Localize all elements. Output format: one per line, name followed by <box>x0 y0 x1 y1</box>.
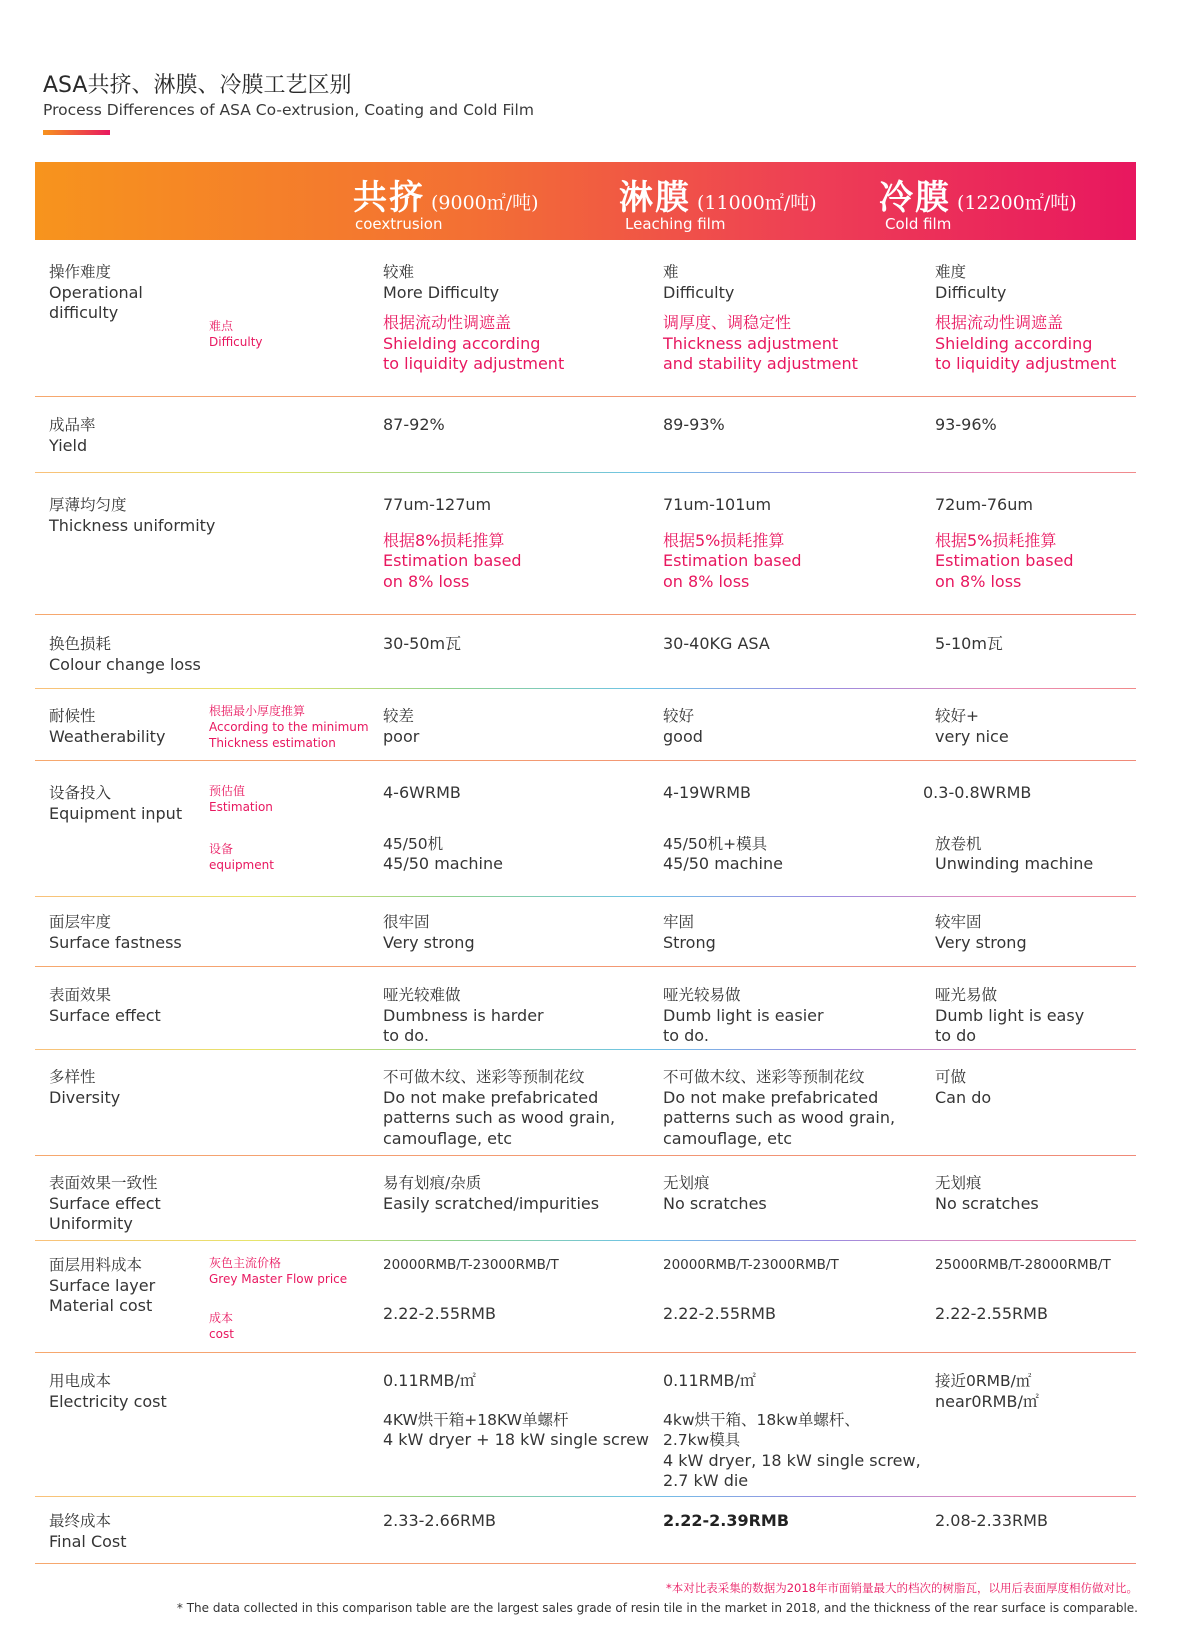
note-cn: 根据最小厚度推算 <box>209 704 306 718</box>
value-cn: 难 <box>663 263 679 281</box>
note-cn: 难点 <box>209 319 234 333</box>
cell-cold-film <box>923 783 1093 875</box>
value-cn: 4KW烘干箱+18KW单螺杆 <box>383 1410 569 1429</box>
header-en: Cold film <box>885 215 952 233</box>
cell-leaching-film <box>663 783 783 875</box>
label-cn: 成品率 <box>49 416 96 434</box>
cell-coextrusion <box>383 495 522 592</box>
value-en: Difficulty <box>935 282 1007 302</box>
value-cn: 哑光较易做 <box>663 986 741 1004</box>
value-cn: 无划痕 <box>935 1174 982 1192</box>
row-colour-change-loss <box>35 634 1136 684</box>
value-en: More Difficulty <box>383 282 500 302</box>
value: 0.11RMB/㎡ <box>383 1371 476 1390</box>
header-en: Leaching film <box>625 215 726 233</box>
value-en: Dumb light is easier <box>663 1005 824 1025</box>
row-note <box>209 703 369 751</box>
row-note <box>209 1255 347 1287</box>
cell-cold-film: 2.08-2.33RMB <box>935 1511 1048 1530</box>
value: 0.3-0.8WRMB <box>923 783 1032 802</box>
row-divider <box>35 1240 1136 1241</box>
label-cn: 多样性 <box>49 1068 96 1086</box>
row-divider <box>35 896 1136 897</box>
remark-cn: 根据流动性调遮盖 <box>935 313 1064 332</box>
label-en: Material cost <box>49 1296 153 1315</box>
cell-leaching-film: 89-93% <box>663 415 725 434</box>
value-en: 4 kW dryer + 18 kW single screw <box>383 1430 649 1449</box>
row-surface-fastness <box>35 912 1136 962</box>
page-title-en: Process Differences of ASA Co-extrusion, Coating and Cold Film <box>43 101 534 119</box>
remark-en: Shielding according <box>935 333 1093 353</box>
price: 25000RMB/T-28000RMB/T <box>935 1257 1111 1273</box>
row-surface-effect-uniformity <box>35 1173 1136 1237</box>
header-en: coextrusion <box>355 215 443 233</box>
cell-leaching-film <box>663 985 824 1047</box>
header-price: (12200㎡/吨) <box>957 192 1077 214</box>
value-en: to do. <box>663 1026 709 1045</box>
row-label <box>49 495 215 536</box>
cell-cold-film <box>935 912 1027 953</box>
label-en: Surface layer <box>49 1275 156 1295</box>
row-final-cost <box>35 1511 1136 1561</box>
value-en: Dumb light is easy <box>935 1005 1085 1025</box>
cell-leaching-film: 30-40KG ASA <box>663 634 770 653</box>
label-cn: 面层牢度 <box>49 913 112 931</box>
cell-coextrusion <box>383 1371 649 1451</box>
value-en: No scratches <box>663 1193 767 1213</box>
cost: 2.22-2.55RMB <box>663 1303 776 1323</box>
value-en: camouflage, etc <box>663 1128 793 1148</box>
value-en: No scratches <box>935 1193 1039 1213</box>
note-cn: 设备 <box>209 842 234 856</box>
row-surface-effect <box>35 985 1136 1047</box>
cell-leaching-film <box>663 1067 895 1149</box>
value-cn: 哑光易做 <box>935 986 998 1004</box>
value-en: Do not make prefabricated <box>663 1087 879 1107</box>
cell-coextrusion: 87-92% <box>383 415 445 434</box>
price: 20000RMB/T-23000RMB/T <box>383 1257 559 1273</box>
header-col-leaching-film <box>619 170 817 233</box>
value-cn: 2.7kw模具 <box>663 1431 741 1449</box>
row-label <box>49 1067 120 1108</box>
value-cn: 放卷机 <box>935 834 982 853</box>
row-label <box>49 1511 127 1552</box>
row-note <box>209 318 263 350</box>
label-cn: 厚薄均匀度 <box>49 496 127 514</box>
cell-coextrusion: 2.33-2.66RMB <box>383 1511 496 1530</box>
label-en: Final Cost <box>49 1531 127 1551</box>
value-cn: 45/50机+模具 <box>663 834 768 853</box>
note-en: According to the minimum <box>209 720 369 734</box>
cell-coextrusion <box>383 985 544 1047</box>
cell-cold-film <box>935 262 1116 375</box>
label-cn: 表面效果一致性 <box>49 1174 158 1192</box>
row-label <box>49 783 182 824</box>
cell-leaching-film <box>663 1371 921 1492</box>
value-en: 45/50 machine <box>383 854 503 873</box>
cell-cold-film <box>935 1173 1039 1214</box>
row-divider <box>35 760 1136 761</box>
label-en: Yield <box>49 435 88 455</box>
value-cn: 4kw烘干箱、18kw单螺杆、 <box>663 1410 860 1429</box>
remark-en: to liquidity adjustment <box>383 354 565 373</box>
value-cn: 难度 <box>935 263 967 281</box>
row-note <box>209 783 273 815</box>
row-label <box>49 706 165 747</box>
cell-coextrusion <box>383 706 419 747</box>
value-cn: 哑光较难做 <box>383 986 461 1004</box>
cell-leaching-film <box>663 495 802 592</box>
value-cn: 较好+ <box>935 707 979 725</box>
row-label <box>49 1255 155 1317</box>
value: 4-6WRMB <box>383 783 461 802</box>
label-en: Weatherability <box>49 726 166 746</box>
value-cn: 不可做木纹、迷彩等预制花纹 <box>383 1068 585 1086</box>
cost: 2.22-2.55RMB <box>935 1303 1048 1323</box>
price: 20000RMB/T-23000RMB/T <box>663 1257 839 1273</box>
row-divider <box>35 1563 1136 1564</box>
header-col-cold-film <box>879 170 1077 233</box>
remark-cn: 根据流动性调遮盖 <box>383 313 512 332</box>
row-label <box>49 1371 167 1412</box>
label-en: Uniformity <box>49 1214 133 1233</box>
header-col-coextrusion <box>353 170 539 233</box>
value-cn: 可做 <box>935 1068 967 1086</box>
row-divider <box>35 472 1136 473</box>
row-divider <box>35 1155 1136 1156</box>
cell-cold-film <box>935 1255 1111 1324</box>
note-en: Grey Master Flow price <box>209 1272 348 1286</box>
label-en: Surface fastness <box>49 932 182 952</box>
label-en: Surface effect <box>49 1005 161 1025</box>
value-en: Easily scratched/impurities <box>383 1193 600 1213</box>
row-label <box>49 985 161 1026</box>
value-en: Very strong <box>935 932 1027 952</box>
cell-leaching-film: 2.22-2.39RMB <box>663 1511 790 1530</box>
remark-en: on 8% loss <box>663 571 750 591</box>
cell-coextrusion <box>383 1173 599 1214</box>
page-title-cn: ASA共挤、淋膜、冷膜工艺区别 <box>43 73 352 98</box>
note-en: Difficulty <box>209 335 263 349</box>
label-en: Equipment input <box>49 803 183 823</box>
remark-cn: 根据5%损耗推算 <box>935 530 1057 550</box>
value: 4-19WRMB <box>663 783 752 802</box>
value: 72um-76um <box>935 495 1033 514</box>
value-en: 4 kW dryer, 18 kW single screw, <box>663 1450 921 1470</box>
cell-coextrusion <box>383 1067 615 1149</box>
value-en: 45/50 machine <box>663 854 783 873</box>
footnote-en: * The data collected in this comparison table are the largest sales grade of resin tile in the market in 2018, and the thickness of the rear surface is comparable. <box>176 1601 1138 1615</box>
value-en: Unwinding machine <box>935 854 1094 873</box>
footnote-cn: *本对比表采集的数据为2018年市面销量最大的档次的树脂瓦，以用后表面厚度相仿做对比。 <box>665 1581 1138 1595</box>
value-en: to do <box>935 1026 977 1045</box>
note-en: cost <box>209 1327 234 1341</box>
value-en: very nice <box>935 726 1009 746</box>
row-divider <box>35 1049 1136 1050</box>
row-electricity-cost <box>35 1371 1136 1491</box>
cell-coextrusion: 30-50m瓦 <box>383 634 462 653</box>
value-cn: 较好 <box>663 707 695 725</box>
label-en: difficulty <box>49 303 119 322</box>
cell-cold-film <box>935 1371 1039 1412</box>
remark-en: on 8% loss <box>935 571 1022 591</box>
cell-coextrusion <box>383 783 503 875</box>
label-cn: 换色损耗 <box>49 635 112 653</box>
remark-en: and stability adjustment <box>663 354 858 373</box>
value-en: poor <box>383 726 420 746</box>
value: 71um-101um <box>663 495 772 514</box>
note-en: Thickness estimation <box>209 736 336 750</box>
value-en: Dumbness is harder <box>383 1005 544 1025</box>
value: 77um-127um <box>383 495 492 514</box>
cell-cold-film <box>935 495 1074 592</box>
value: 0.11RMB/㎡ <box>663 1371 756 1390</box>
value-cn: 很牢固 <box>383 913 430 931</box>
cell-leaching-film <box>663 1173 767 1214</box>
value-en: Do not make prefabricated <box>383 1087 599 1107</box>
value-en: patterns such as wood grain, <box>663 1108 896 1127</box>
row-note <box>209 1310 234 1342</box>
cell-leaching-film <box>663 262 858 375</box>
header-cn: 共挤 <box>353 178 425 218</box>
value-en: near0RMB/㎡ <box>935 1391 1039 1411</box>
cell-coextrusion <box>383 262 564 375</box>
label-en: Colour change loss <box>49 654 201 674</box>
cell-leaching-film <box>663 912 716 953</box>
value-cn: 接近0RMB/㎡ <box>935 1372 1032 1390</box>
row-label <box>49 912 182 953</box>
value-cn: 无划痕 <box>663 1174 710 1192</box>
value-cn: 较差 <box>383 707 415 725</box>
row-divider <box>35 614 1136 615</box>
label-cn: 操作难度 <box>49 263 112 281</box>
label-cn: 用电成本 <box>49 1372 112 1390</box>
value-en: good <box>663 726 703 746</box>
value-en: Very strong <box>383 932 475 952</box>
value-en: Difficulty <box>663 282 735 302</box>
cell-cold-film: 93-96% <box>935 415 997 434</box>
label-en: Surface effect <box>49 1193 161 1213</box>
remark-en: Estimation based <box>935 551 1074 570</box>
row-operational-difficulty <box>35 262 1136 392</box>
header-price: (11000㎡/吨) <box>697 192 817 214</box>
row-label <box>49 262 143 324</box>
label-en: Diversity <box>49 1087 121 1107</box>
cell-cold-film <box>935 985 1084 1047</box>
note-en: equipment <box>209 858 274 872</box>
value-cn: 45/50机 <box>383 834 444 853</box>
value-cn: 不可做木纹、迷彩等预制花纹 <box>663 1068 865 1086</box>
value-cn: 较难 <box>383 263 415 281</box>
label-cn: 设备投入 <box>49 784 112 802</box>
remark-en: to liquidity adjustment <box>935 354 1117 373</box>
remark-en: Estimation based <box>383 551 522 570</box>
remark-cn: 调厚度、调稳定性 <box>663 313 792 332</box>
row-equipment-input <box>35 783 1136 883</box>
remark-en: on 8% loss <box>383 571 470 591</box>
value-en: camouflage, etc <box>383 1128 513 1148</box>
row-label <box>49 634 201 675</box>
row-note <box>209 841 274 873</box>
label-cn: 最终成本 <box>49 1512 112 1530</box>
row-weatherability <box>35 706 1136 756</box>
row-divider <box>35 1352 1136 1353</box>
note-en: Estimation <box>209 800 273 814</box>
value-en: patterns such as wood grain, <box>383 1108 616 1127</box>
label-en: Operational <box>49 282 143 302</box>
row-divider <box>35 966 1136 967</box>
cost: 2.22-2.55RMB <box>383 1303 496 1323</box>
label-en: Electricity cost <box>49 1391 167 1411</box>
cell-coextrusion <box>383 912 475 953</box>
row-thickness-uniformity <box>35 495 1136 605</box>
value-en: 2.7 kW die <box>663 1471 749 1490</box>
remark-cn: 根据8%损耗推算 <box>383 530 505 550</box>
header-cn: 冷膜 <box>879 178 951 218</box>
row-label <box>49 415 96 456</box>
remark-en: Shielding according <box>383 333 541 353</box>
cell-coextrusion <box>383 1255 559 1324</box>
header-cn: 淋膜 <box>619 178 691 218</box>
value-en: to do. <box>383 1026 429 1045</box>
value-cn: 易有划痕/杂质 <box>383 1174 482 1192</box>
label-cn: 面层用料成本 <box>49 1256 143 1274</box>
cell-cold-film <box>935 706 1009 747</box>
value-en: Strong <box>663 932 716 952</box>
row-surface-layer-material-cost <box>35 1255 1136 1345</box>
row-divider <box>35 396 1136 397</box>
row-diversity <box>35 1067 1136 1151</box>
header-price: (9000㎡/吨) <box>431 192 539 214</box>
remark-en: Thickness adjustment <box>663 333 839 353</box>
note-cn: 灰色主流价格 <box>209 1256 282 1270</box>
value-cn: 较牢固 <box>935 913 982 931</box>
label-cn: 表面效果 <box>49 986 112 1004</box>
cell-leaching-film <box>663 706 703 747</box>
table-header <box>35 162 1136 240</box>
row-divider <box>35 1496 1136 1497</box>
note-cn: 成本 <box>209 1311 234 1325</box>
row-label <box>49 1173 161 1235</box>
value-en: Can do <box>935 1087 992 1107</box>
cell-leaching-film <box>663 1255 839 1324</box>
row-divider <box>35 688 1136 689</box>
label-cn: 耐候性 <box>49 707 96 725</box>
remark-cn: 根据5%损耗推算 <box>663 530 785 550</box>
note-cn: 预估值 <box>209 784 246 798</box>
cell-cold-film: 5-10m瓦 <box>935 634 1003 653</box>
value-cn: 牢固 <box>663 913 695 931</box>
label-en: Thickness uniformity <box>49 515 216 535</box>
cell-cold-film <box>935 1067 991 1108</box>
title-accent-bar <box>43 130 110 135</box>
row-yield <box>35 415 1136 465</box>
remark-en: Estimation based <box>663 551 802 570</box>
